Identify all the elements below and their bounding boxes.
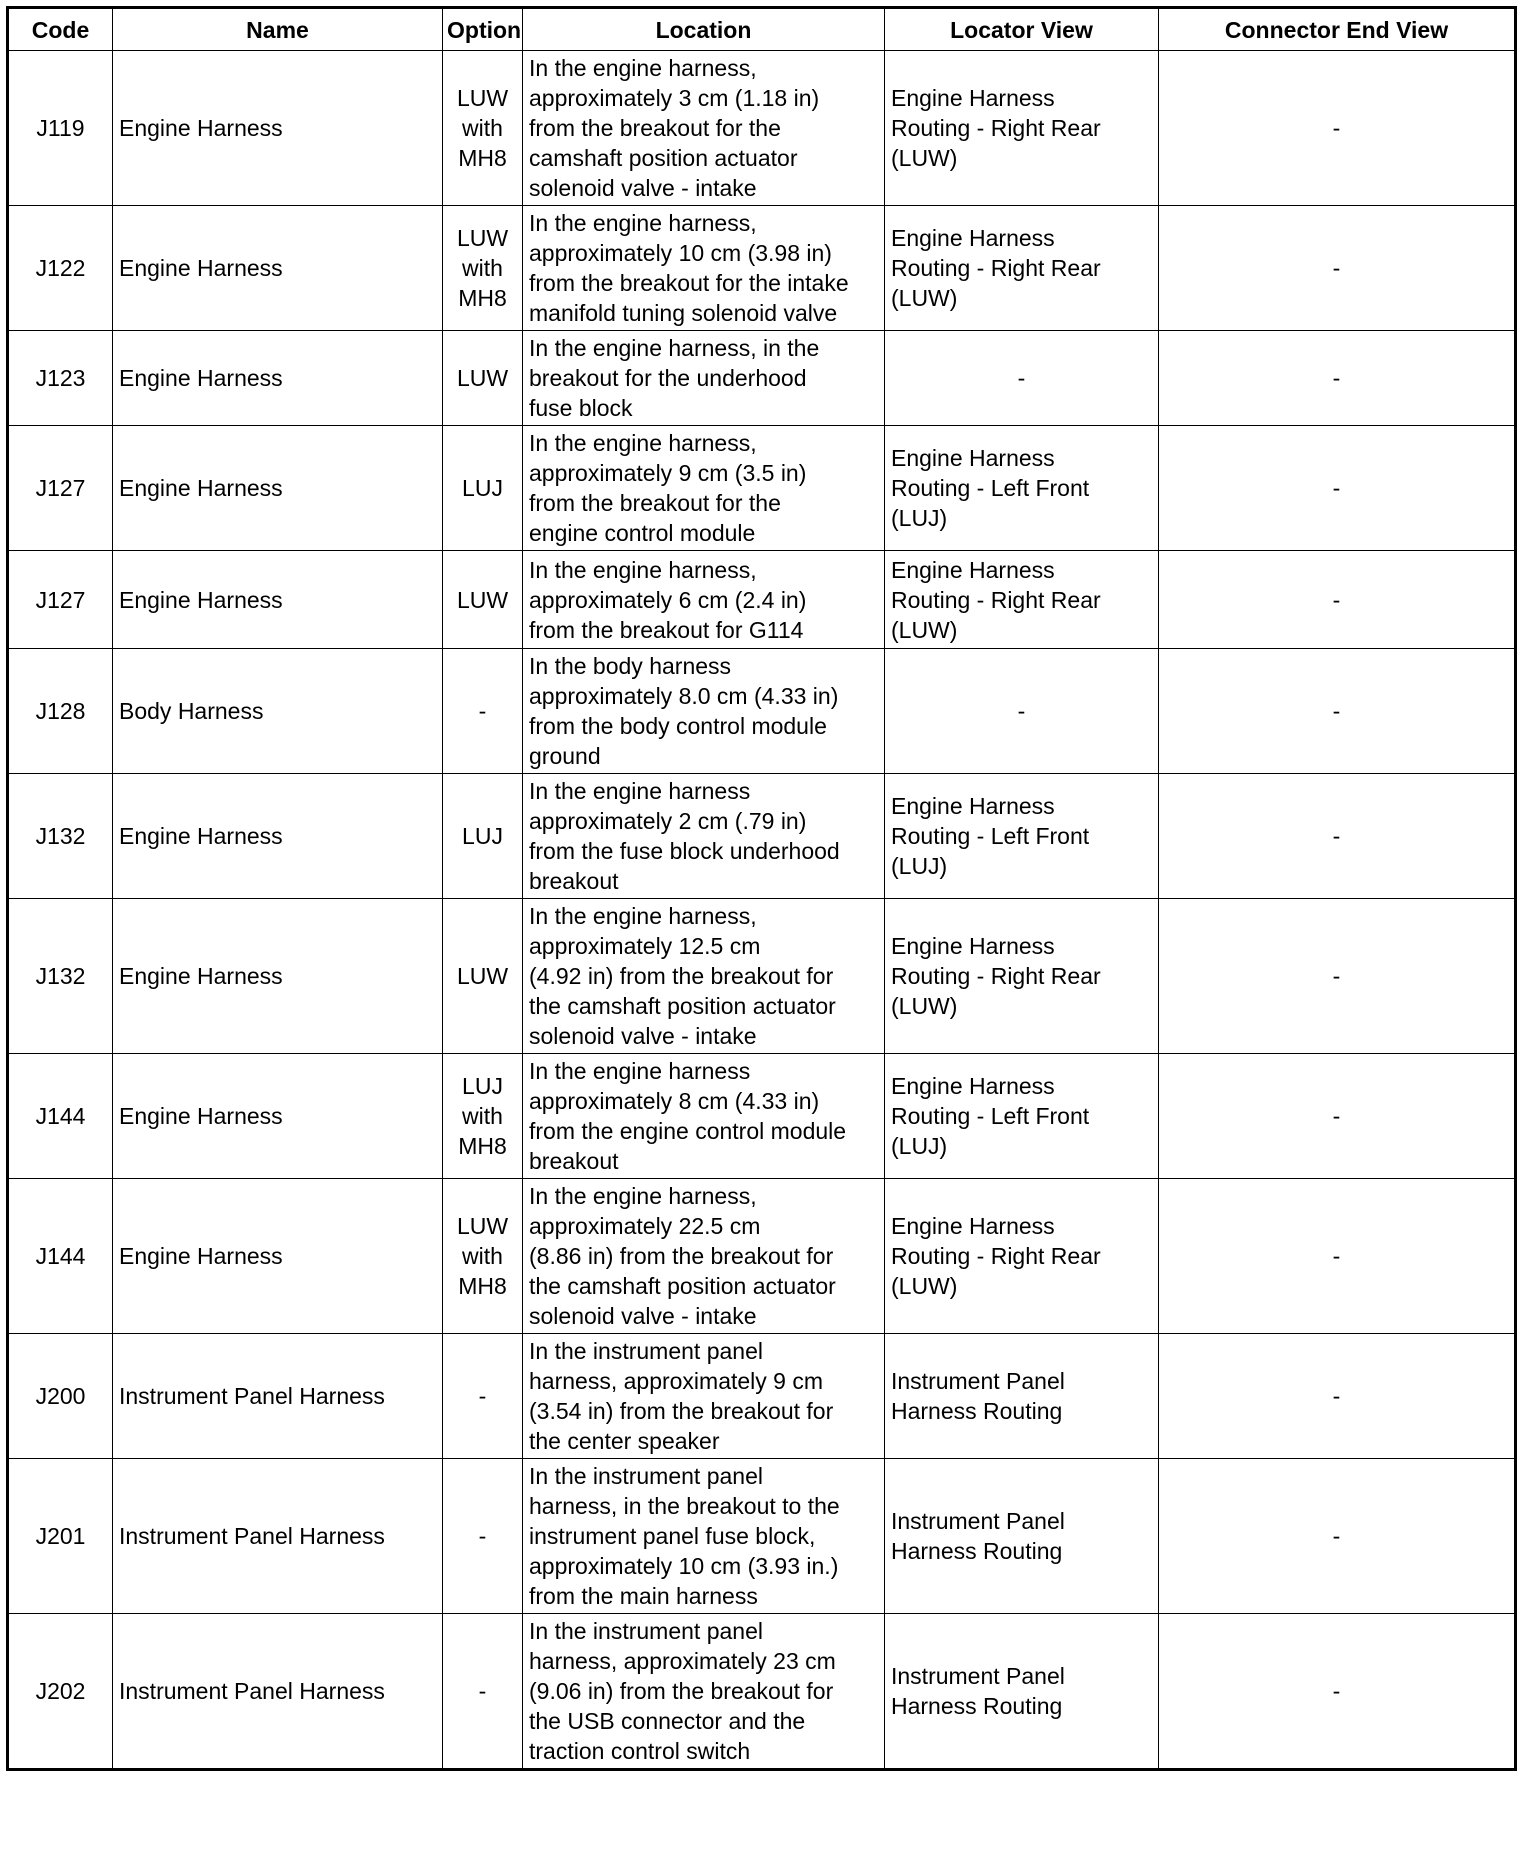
cell-connector-end-view: - <box>1159 1179 1516 1334</box>
locator-line: Harness Routing <box>891 1693 1063 1719</box>
location-line: fuse block <box>529 395 633 421</box>
locator-line: (LUJ) <box>891 505 948 531</box>
cell-locator-view <box>885 649 1159 774</box>
location-line: instrument panel fuse block, <box>529 1523 816 1549</box>
table-row <box>8 1614 1516 1770</box>
table-row <box>8 551 1516 649</box>
cell-option <box>443 1054 523 1179</box>
option-line: - <box>478 1383 487 1409</box>
locator-line: (LUW) <box>891 993 958 1019</box>
location-line: the camshaft position actuator <box>529 993 836 1019</box>
cell-code: J122 <box>8 206 113 331</box>
cell-locator-view <box>885 1054 1159 1179</box>
option-line: - <box>478 698 487 724</box>
locator-line: Harness Routing <box>891 1538 1063 1564</box>
cell-connector-end-view: - <box>1159 1054 1516 1179</box>
location-line: In the body harness <box>529 653 732 679</box>
cell-location <box>523 899 885 1054</box>
table-row <box>8 206 1516 331</box>
locator-line: (LUW) <box>891 616 958 643</box>
location-line: breakout for the underhood <box>529 365 807 391</box>
location-line: from the breakout for the <box>529 115 781 141</box>
cell-name: Instrument Panel Harness <box>113 1459 443 1614</box>
option-line: LUW <box>456 1213 509 1239</box>
locator-line: (LUW) <box>891 285 958 311</box>
cell-location <box>523 331 885 426</box>
location-line: (4.92 in) from the breakout for <box>529 963 834 989</box>
locator-line: Engine Harness <box>891 225 1055 251</box>
location-line: approximately 8 cm (4.33 in) <box>529 1088 820 1114</box>
connector-table-sheet <box>6 6 1514 1771</box>
table-row <box>8 1459 1516 1614</box>
cell-code: J144 <box>8 1179 113 1334</box>
cell-option <box>443 1179 523 1334</box>
cell-name: Engine Harness <box>113 1054 443 1179</box>
locator-line: Engine Harness <box>891 933 1055 959</box>
locator-line: (LUJ) <box>891 853 948 879</box>
location-line: approximately 3 cm (1.18 in) <box>529 85 820 111</box>
table-row <box>8 1054 1516 1179</box>
location-line: engine control module <box>529 520 756 546</box>
cell-code: J132 <box>8 774 113 899</box>
cell-option <box>443 331 523 426</box>
cell-connector-end-view: - <box>1159 899 1516 1054</box>
cell-option <box>443 51 523 206</box>
option-line: LUW <box>456 586 509 613</box>
location-line: harness, approximately 9 cm <box>529 1368 824 1394</box>
location-line: (8.86 in) from the breakout for <box>529 1243 834 1269</box>
cell-option <box>443 774 523 899</box>
location-line: from the fuse block underhood <box>529 838 840 864</box>
header-locator-view: Locator View <box>885 8 1159 51</box>
cell-connector-end-view: - <box>1159 551 1516 649</box>
locator-line: - <box>1017 365 1026 391</box>
location-line: ground <box>529 743 601 769</box>
locator-line: Routing - Right Rear <box>891 115 1101 141</box>
locator-line: Instrument Panel <box>891 1663 1065 1689</box>
location-line: In the engine harness, <box>529 556 757 583</box>
location-line: breakout <box>529 868 619 894</box>
cell-locator-view <box>885 1179 1159 1334</box>
cell-connector-end-view: - <box>1159 1334 1516 1459</box>
cell-location <box>523 774 885 899</box>
location-line: approximately 9 cm (3.5 in) <box>529 460 807 486</box>
locator-line: Instrument Panel <box>891 1508 1065 1534</box>
cell-option <box>443 1459 523 1614</box>
cell-location <box>523 1054 885 1179</box>
cell-name: Instrument Panel Harness <box>113 1334 443 1459</box>
locator-line: Engine Harness <box>891 85 1055 111</box>
location-line: the center speaker <box>529 1428 720 1454</box>
location-line: In the engine harness <box>529 1058 751 1084</box>
locator-line: Routing - Right Rear <box>891 1243 1101 1269</box>
location-line: In the engine harness, <box>529 55 757 81</box>
location-line: In the engine harness, <box>529 210 757 236</box>
option-line: - <box>478 1523 487 1549</box>
location-line: from the breakout for the <box>529 490 781 516</box>
cell-connector-end-view: - <box>1159 51 1516 206</box>
location-line: approximately 8.0 cm (4.33 in) <box>529 683 839 709</box>
table-row <box>8 331 1516 426</box>
cell-location <box>523 426 885 551</box>
option-line: MH8 <box>458 1133 507 1159</box>
location-line: In the engine harness <box>529 778 751 804</box>
header-code: Code <box>8 8 113 51</box>
locator-line: Routing - Right Rear <box>891 586 1101 613</box>
location-line: In the engine harness, <box>529 903 757 929</box>
cell-code: J200 <box>8 1334 113 1459</box>
cell-code: J127 <box>8 426 113 551</box>
table-row <box>8 774 1516 899</box>
location-line: approximately 10 cm (3.98 in) <box>529 240 832 266</box>
location-line: solenoid valve - intake <box>529 1023 757 1049</box>
locator-line: (LUW) <box>891 1273 958 1299</box>
location-line: In the engine harness, <box>529 1183 757 1209</box>
cell-locator-view <box>885 1334 1159 1459</box>
location-line: approximately 12.5 cm <box>529 933 761 959</box>
cell-option <box>443 649 523 774</box>
cell-locator-view <box>885 1614 1159 1770</box>
table-body <box>8 51 1516 1770</box>
location-line: (3.54 in) from the breakout for <box>529 1398 834 1424</box>
option-line: LUW <box>456 85 509 111</box>
locator-line: Engine Harness <box>891 556 1055 583</box>
table-row <box>8 51 1516 206</box>
cell-name: Engine Harness <box>113 51 443 206</box>
locator-line: Engine Harness <box>891 1073 1055 1099</box>
cell-location <box>523 1459 885 1614</box>
location-line: In the instrument panel <box>529 1338 763 1364</box>
location-line: In the instrument panel <box>529 1618 763 1644</box>
cell-name: Engine Harness <box>113 899 443 1054</box>
location-line: approximately 2 cm (.79 in) <box>529 808 807 834</box>
cell-option <box>443 899 523 1054</box>
cell-code: J201 <box>8 1459 113 1614</box>
table-row <box>8 426 1516 551</box>
cell-name: Engine Harness <box>113 426 443 551</box>
option-line: - <box>478 1678 487 1704</box>
locator-line: Routing - Left Front <box>891 1103 1090 1129</box>
option-line: with <box>462 115 503 141</box>
option-line: LUJ <box>462 1073 503 1099</box>
locator-line: Routing - Right Rear <box>891 963 1101 989</box>
option-line: LUJ <box>462 475 503 501</box>
cell-locator-view <box>885 899 1159 1054</box>
cell-option <box>443 551 523 649</box>
table-row <box>8 899 1516 1054</box>
location-line: harness, approximately 23 cm <box>529 1648 836 1674</box>
cell-name: Engine Harness <box>113 331 443 426</box>
cell-location <box>523 1334 885 1459</box>
header-name: Name <box>113 8 443 51</box>
option-line: LUW <box>456 225 509 251</box>
locator-line: Engine Harness <box>891 793 1055 819</box>
cell-connector-end-view: - <box>1159 331 1516 426</box>
location-line: solenoid valve - intake <box>529 175 757 201</box>
location-line: In the instrument panel <box>529 1463 763 1489</box>
cell-option <box>443 206 523 331</box>
locator-line: (LUJ) <box>891 1133 948 1159</box>
location-line: solenoid valve - intake <box>529 1303 757 1329</box>
header-row <box>8 8 1516 51</box>
locator-line: Instrument Panel <box>891 1368 1065 1394</box>
location-line: traction control switch <box>529 1738 751 1764</box>
cell-name: Engine Harness <box>113 1179 443 1334</box>
cell-locator-view <box>885 206 1159 331</box>
table-row <box>8 1179 1516 1334</box>
cell-name: Engine Harness <box>113 206 443 331</box>
location-line: from the engine control module <box>529 1118 847 1144</box>
cell-code: J132 <box>8 899 113 1054</box>
option-line: MH8 <box>458 145 507 171</box>
locator-line: - <box>1017 698 1026 724</box>
locator-line: Harness Routing <box>891 1398 1063 1424</box>
cell-name: Engine Harness <box>113 774 443 899</box>
cell-code: J202 <box>8 1614 113 1770</box>
location-line: from the breakout for G114 <box>529 616 804 643</box>
cell-name: Body Harness <box>113 649 443 774</box>
cell-option <box>443 1614 523 1770</box>
cell-code: J127 <box>8 551 113 649</box>
locator-line: (LUW) <box>891 145 958 171</box>
cell-connector-end-view: - <box>1159 649 1516 774</box>
cell-option <box>443 1334 523 1459</box>
cell-connector-end-view: - <box>1159 774 1516 899</box>
locator-line: Routing - Right Rear <box>891 255 1101 281</box>
cell-locator-view <box>885 551 1159 649</box>
location-line: breakout <box>529 1148 619 1174</box>
cell-name: Instrument Panel Harness <box>113 1614 443 1770</box>
locator-line: Routing - Left Front <box>891 823 1090 849</box>
location-line: (9.06 in) from the breakout for <box>529 1678 834 1704</box>
location-line: from the breakout for the intake <box>529 270 849 296</box>
location-line: harness, in the breakout to the <box>529 1493 840 1519</box>
cell-option <box>443 426 523 551</box>
cell-connector-end-view: - <box>1159 1614 1516 1770</box>
header-connector-end-view: Connector End View <box>1159 8 1516 51</box>
location-line: manifold tuning solenoid valve <box>529 300 838 326</box>
location-line: In the engine harness, <box>529 430 757 456</box>
cell-locator-view <box>885 331 1159 426</box>
cell-location <box>523 649 885 774</box>
header-location: Location <box>523 8 885 51</box>
cell-locator-view <box>885 774 1159 899</box>
option-line: with <box>462 1103 503 1129</box>
location-line: approximately 6 cm (2.4 in) <box>529 586 807 613</box>
cell-location <box>523 51 885 206</box>
cell-location <box>523 1179 885 1334</box>
location-line: approximately 22.5 cm <box>529 1213 761 1239</box>
option-line: with <box>462 255 503 281</box>
cell-location <box>523 1614 885 1770</box>
location-line: from the main harness <box>529 1583 758 1609</box>
cell-location <box>523 551 885 649</box>
cell-locator-view <box>885 426 1159 551</box>
table-row <box>8 649 1516 774</box>
cell-code: J123 <box>8 331 113 426</box>
cell-code: J119 <box>8 51 113 206</box>
location-line: from the body control module <box>529 713 827 739</box>
locator-line: Routing - Left Front <box>891 475 1090 501</box>
location-line: the USB connector and the <box>529 1708 806 1734</box>
option-line: with <box>462 1243 503 1269</box>
cell-connector-end-view: - <box>1159 426 1516 551</box>
cell-connector-end-view: - <box>1159 206 1516 331</box>
inline-harness-connector-table <box>6 6 1517 1771</box>
cell-locator-view <box>885 1459 1159 1614</box>
option-line: LUJ <box>462 823 503 849</box>
location-line: the camshaft position actuator <box>529 1273 836 1299</box>
option-line: MH8 <box>458 285 507 311</box>
cell-location <box>523 206 885 331</box>
locator-line: Engine Harness <box>891 445 1055 471</box>
header-option: Option <box>443 8 523 51</box>
table-row <box>8 1334 1516 1459</box>
option-line: LUW <box>456 963 509 989</box>
cell-code: J128 <box>8 649 113 774</box>
cell-name: Engine Harness <box>113 551 443 649</box>
location-line: camshaft position actuator <box>529 145 798 171</box>
option-line: MH8 <box>458 1273 507 1299</box>
location-line: approximately 10 cm (3.93 in.) <box>529 1553 839 1579</box>
cell-code: J144 <box>8 1054 113 1179</box>
cell-connector-end-view: - <box>1159 1459 1516 1614</box>
location-line: In the engine harness, in the <box>529 335 820 361</box>
option-line: LUW <box>456 365 509 391</box>
cell-locator-view <box>885 51 1159 206</box>
locator-line: Engine Harness <box>891 1213 1055 1239</box>
